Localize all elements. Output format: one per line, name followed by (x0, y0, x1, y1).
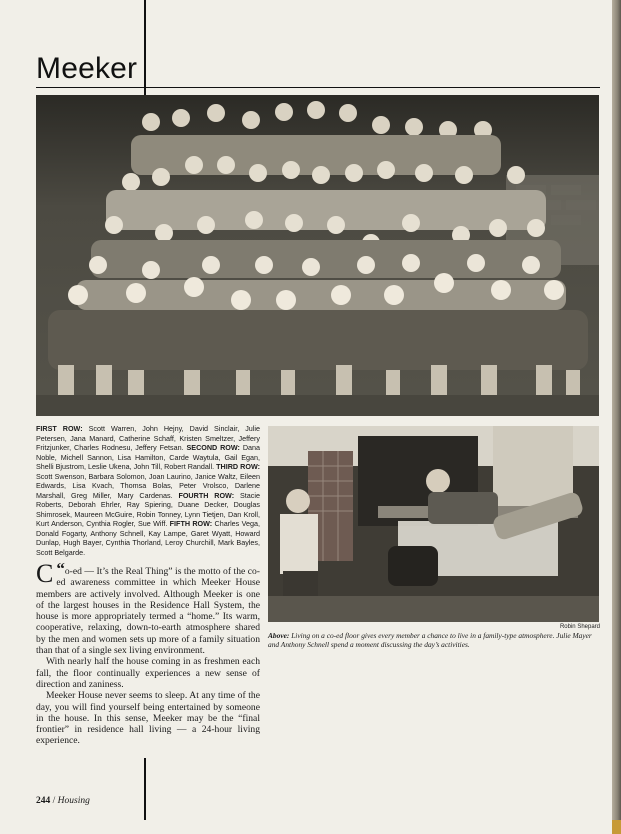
photo-caption-label: Above: (268, 631, 290, 640)
article-body (36, 559, 260, 747)
names-caption (36, 424, 260, 557)
fourth-row-names: Stacie Roberts, Deborah Ehrler, Ray Spiering, Duane Decker, Douglas Shimrosek, Maureen McGuire, Robin Tonney, Lynn Tietjen, Dan Kroll, Kurt Anderson, Cynthia Rogler, Sue Wiff. (36, 490, 260, 528)
vertical-rule-bottom (144, 758, 146, 820)
drop-cap: C (36, 559, 54, 588)
first-row-names: Scott Warren, John Hejny, David Sinclair, Julie Petersen, Jana Manard, Catherine Schaff, Kristen Smeltzer, Jeffery Fritzjunker, Charles Rodnesu, Jeffery Fetsan. (36, 424, 260, 452)
fourth-row-label: FOURTH ROW: (178, 490, 235, 500)
page-number: 244 (36, 796, 51, 806)
drop-quote: “ (56, 559, 65, 578)
photo-caption-text: Living on a co-ed floor gives every member a chance to live in a family-type atmosphere. Julie Mayer and Anthony Schnell spend a moment discussing the day’s activities. (268, 631, 592, 649)
page-folio (36, 796, 90, 806)
section-name: Housing (57, 796, 90, 806)
first-row-label: FIRST ROW: (36, 424, 83, 433)
article-paragraph-3: Meeker House never seems to sleep. At any time of the day, you will find yourself being entertained by someone in the house. In this sense, Meeker may be the “final frontier” in residence hall living — a 24-hour living experience. (36, 690, 260, 747)
second-row-label: SECOND ROW: (186, 443, 240, 452)
photo-caption (268, 631, 600, 649)
second-row-names: Dana Noble, Michell Sannon, Lisa Hamilton, Carde Waytula, Gail Egan, Shelli Bjustrom, Leslie Ukena, John Till, Robert Randall. (36, 443, 261, 471)
third-row-names: Scott Swenson, Barbara Solomon, Joan Laurino, Janice Waltz, Eileen Edwards, Lisa Kvach, Thomsa Bolas, Peter Vrolsco, Darlene Marshall, Greg Miller, Mary Cardenas. (36, 471, 260, 500)
third-row-label: THIRD ROW: (216, 462, 260, 471)
vertical-rule-top (144, 0, 146, 95)
article-paragraph-1 (36, 559, 260, 657)
book-spine-tab (612, 820, 621, 834)
article-paragraph-1-text: o-ed — It’s the Real Thing” is the motto of the co-ed awareness committee in which Meeker House members are actively involved. Although Meeker is one of the largest houses in the Residence Hall System, the house is more appropriately termed a “home.” Its warm, cooperative, relaxing, down-to-earth atmosphere shared by the men and women sets up more of a family situation than that of a single sex living environment. (36, 566, 260, 657)
article-paragraph-2: With nearly half the house coming in as freshmen each fall, the floor continually experiences a new sense of direction and zaniness. (36, 656, 260, 690)
page-title: Meeker (36, 52, 138, 85)
dorm-room-photo (268, 426, 599, 622)
book-spine-edge (612, 0, 621, 834)
photo-credit: Robin Shepard (559, 624, 600, 630)
fifth-row-names: Charles Vega, Donald Fogarty, Anthony Schnell, Kay Lampe, Garet Wyatt, Howard Dunlap, Hugh Bayer, Cynthia Thorland, Leroy Churchill, Mark Bayles, Scott Belgarde. (36, 519, 260, 557)
group-photo (36, 95, 599, 416)
folio-separator: / (50, 796, 58, 806)
fifth-row-label: FIFTH ROW: (169, 519, 213, 528)
title-rule (36, 87, 600, 88)
